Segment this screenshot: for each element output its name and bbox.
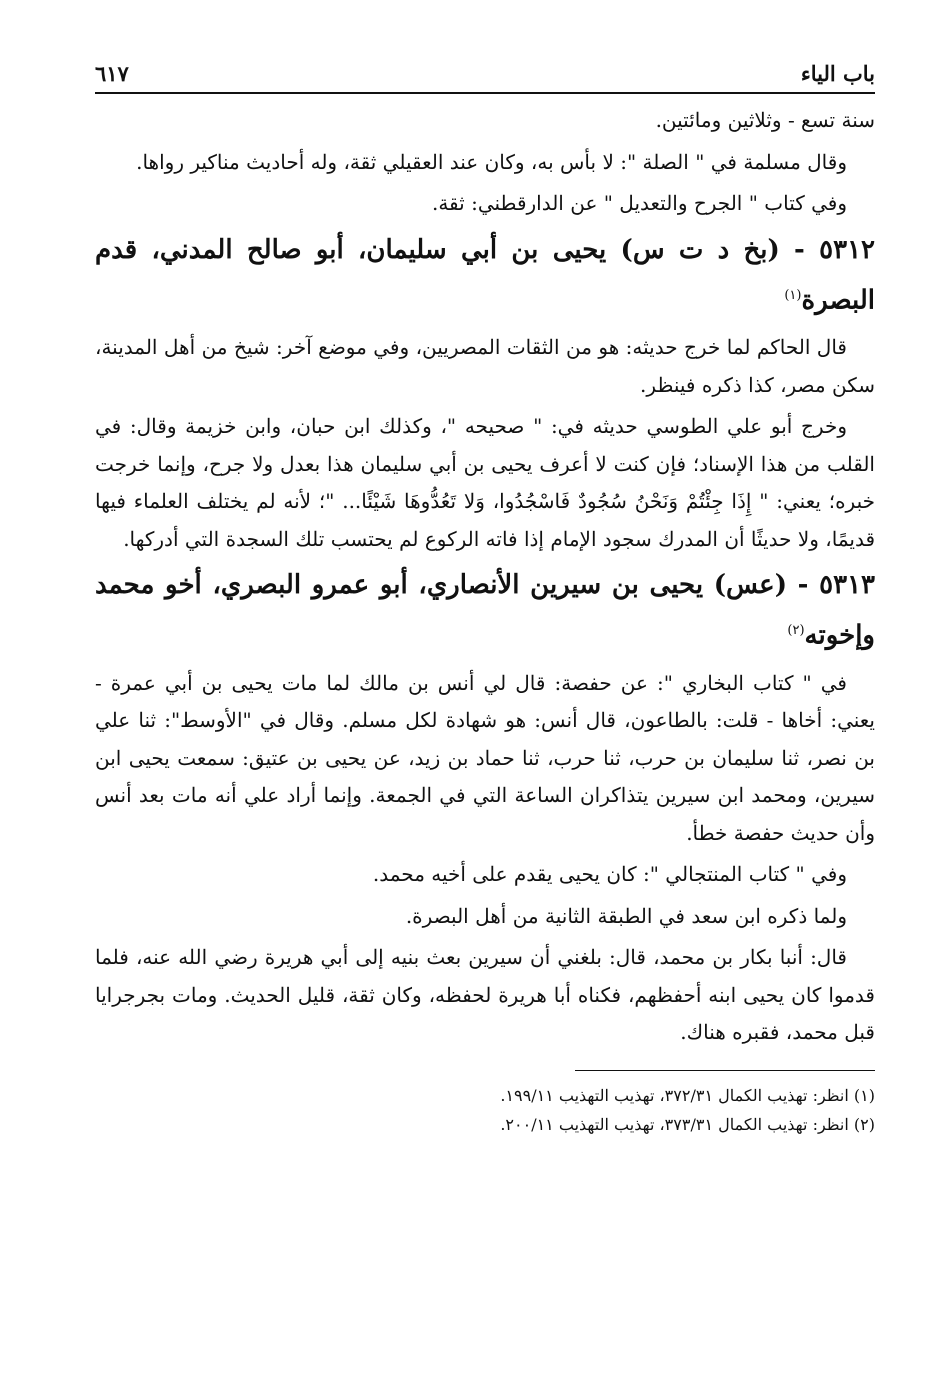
paragraph: ولما ذكره ابن سعد في الطبقة الثانية من أهل البصرة. — [405, 903, 847, 928]
paragraph: وقال مسلمة في " الصلة ": لا بأس به، وكان عند العقيلي ثقة، وله أحاديث مناكير رواها. — [136, 149, 847, 174]
paragraph: قال الحاكم لما خرج حديثه: هو من الثقات المصريين، وفي موضع آخر: شيخ من أهل المدينة، سكن مصر، كذا ذكره فينظر. — [95, 335, 875, 397]
footnote-reference: (١) — [784, 287, 802, 303]
page-number: ٦١٧ — [95, 61, 129, 86]
paragraph: وفي كتاب " الجرح والتعديل " عن الدارقطني: ثقة. — [431, 191, 847, 215]
header-divider — [95, 92, 875, 94]
paragraph: وفي " كتاب المنتجالي ": كان يحيى يقدم على أخيه محمد. — [372, 862, 847, 887]
footnote: (١) انظر: تهذيب الكمال ٣٧٢/٣١، تهذيب التهذيب ١٩٩/١١. — [500, 1085, 875, 1105]
footnotes — [95, 1081, 875, 1139]
paragraph: في " كتاب البخاري ": عن حفصة: قال لي أنس بن مالك لما مات يحيى بن أبي عمرة - يعني: أخاها - قلت: بالطاعون، قال أنس: هو شهادة لكل مسلم. وقال في "الأوسط": ثنا علي بن نصر، ثنا سليمان بن حرب، ثنا حرب، ثنا حماد بن زيد، عن يحيى بن عتيق: سمعت يحيى ابن سيرين، ومحمد ابن سيرين يتذاكران الساعة التي في الجمعة. وإنما أراد علي أنه مات بعد أنس وأن حديث حفصة خطأ. — [95, 670, 875, 845]
entry-heading-text: ٥٣١٢ - (بخ د ت س) يحيى بن أبي سليمان، أبو صالح المدني، قدم البصرة — [95, 234, 875, 316]
running-header — [95, 58, 875, 86]
footnote-divider — [575, 1070, 875, 1071]
footnote: (٢) انظر: تهذيب الكمال ٣٧٣/٣١، تهذيب التهذيب ٢٠٠/١١. — [500, 1114, 875, 1134]
book-page — [95, 58, 875, 1139]
paragraph: قال: أنبا بكار بن محمد، قال: بلغني أن سيرين بعث بنيه إلى أبي هريرة رضي الله عنه، فلما قدموا كان يحيى ابنه أحفظهم، فكناه أبا هريرة لحفظه، وكان ثقة، قليل الحديث. ومات بجرجرايا قبل محمد، فقبره هناك. — [95, 945, 875, 1045]
entry-heading — [95, 227, 875, 324]
footnote-reference: (٢) — [787, 623, 805, 639]
paragraph: سنة تسع - وثلاثين ومائتين. — [655, 108, 875, 132]
main-text — [95, 102, 875, 1052]
chapter-title: باب الياء — [800, 61, 875, 86]
paragraph: وخرج أبو علي الطوسي حديثه في: " صحيحه "، وكذلك ابن حبان، وابن خزيمة وقال: في القلب من هذا الإسناد؛ فإن كنت لا أعرف يحيى بن أبي سليمان هذا بعدل ولا جرح، وإنما خرجت خبره؛ يعني: " إِذَا جِئْتُمْ وَنَحْنُ سُجُودٌ فَاسْجُدُوا، وَلا تَعُدُّوهَا شَيْئًا... "؛ لأنه لم يختلف العلماء فيها قديمًا، ولا حديثًا أن المدرك سجود الإمام إذا فاته الركوع لم يحتسب تلك السجدة التي أدركها. — [95, 414, 875, 551]
entry-heading-text: ٥٣١٣ - (عس) يحيى بن سيرين الأنصاري، أبو عمرو البصري، أخو محمد وإخوته — [95, 570, 875, 651]
entry-heading — [95, 562, 875, 659]
